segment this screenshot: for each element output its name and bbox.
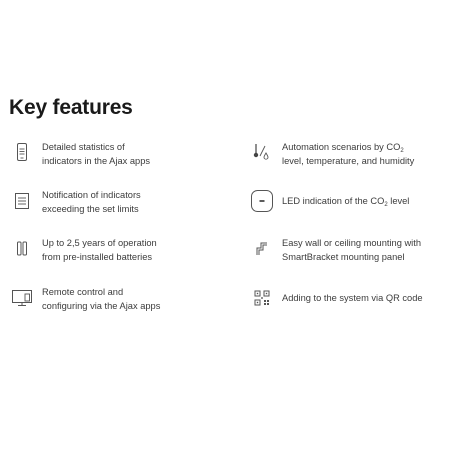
computer-monitor-icon	[9, 285, 35, 311]
document-list-icon	[9, 188, 35, 214]
feature-text: Easy wall or ceiling mounting with SmartBracket mounting panel	[282, 238, 421, 262]
feature-text: Up to 2,5 years of operation from pre-installed batteries	[42, 238, 157, 262]
battery-icon	[9, 236, 35, 262]
feature-text: Detailed statistics of indicators in the Ajax apps	[42, 142, 151, 166]
feature-text: Automation scenarios by $CO_2$ level, temperature, and humidity	[282, 142, 415, 166]
phone-stats-icon	[9, 140, 35, 166]
mounting-bracket-icon	[249, 236, 275, 262]
feature-text: Adding to the system via QR code	[282, 293, 423, 303]
temperature-humidity-icon	[249, 140, 275, 166]
page-title: Key features	[9, 96, 133, 119]
feature-text: Notification of indicators exceeding the set limits	[42, 190, 141, 214]
led-indicator-icon	[249, 188, 275, 214]
feature-text: Remote control and configuring via the Ajax apps	[42, 287, 161, 311]
qr-code-icon	[249, 285, 275, 311]
feature-text: LED indication of the $CO_2$ level	[282, 196, 410, 208]
